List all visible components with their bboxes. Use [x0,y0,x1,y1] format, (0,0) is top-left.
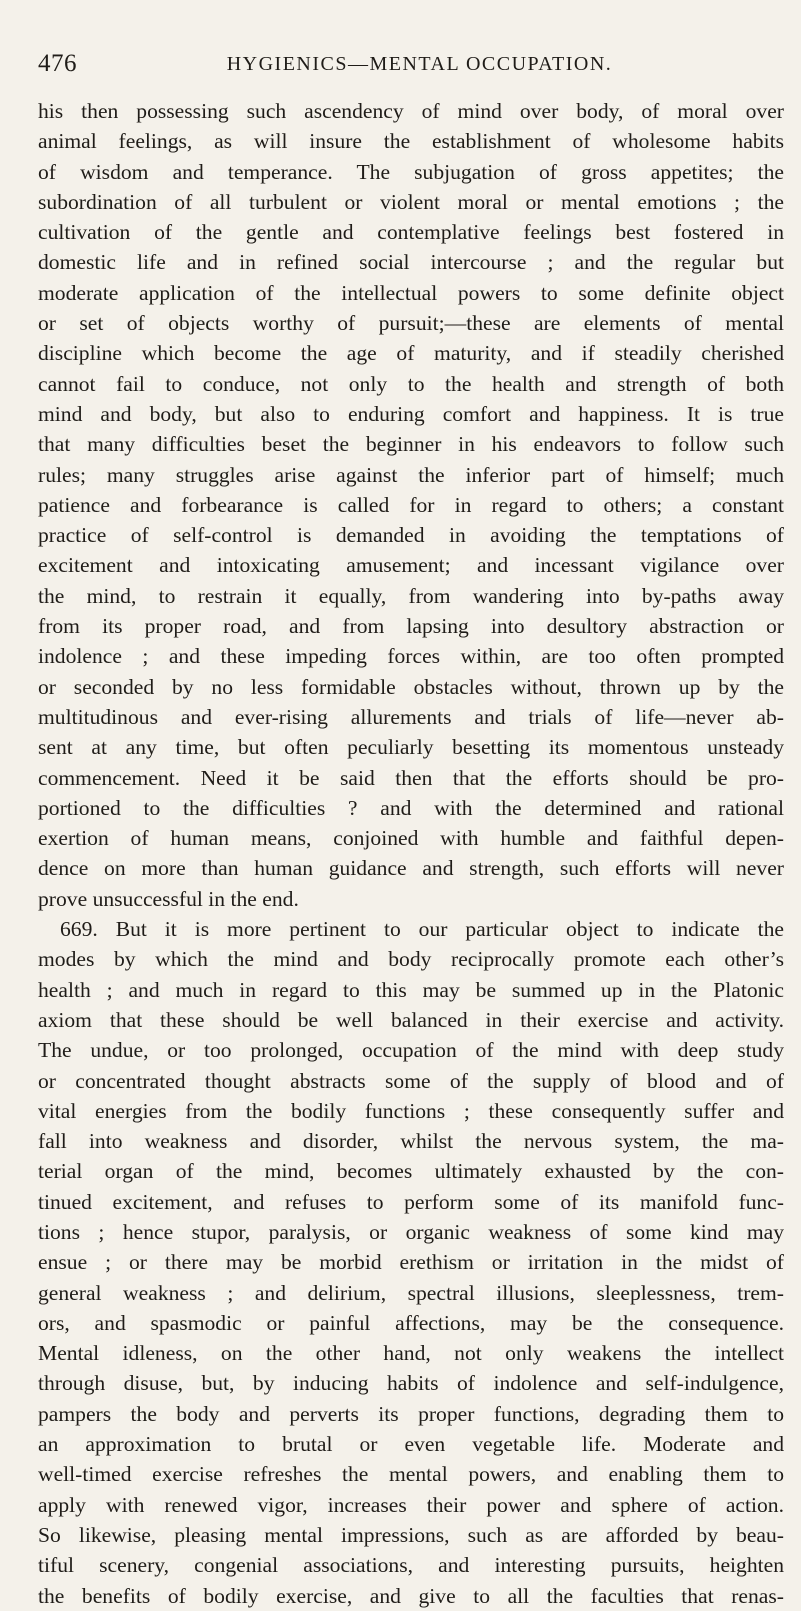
text-line: tiful scenery, congenial associations, and interesting pursuits, heighten [38,1553,784,1578]
text-line: cultivation of the gentle and contemplative feelings best fostered in [38,220,784,245]
text-line: 669. But it is more pertinent to our particular object to indicate the [60,917,784,942]
text-line: health ; and much in regard to this may be summed up in the Platonic [38,977,784,1002]
text-line: vital energies from the bodily functions ; these consequently suffer and [38,1098,784,1123]
text-line: or seconded by no less formidable obstacles without, thrown up by the [38,674,784,699]
text-line: ors, and spasmodic or painful affections, may be the consequence. [38,1310,784,1335]
text-line: commencement. Need it be said then that the efforts should be pro- [38,765,784,790]
text-line: prove unsuccessful in the end. [38,886,299,911]
text-line: general weakness ; and delirium, spectral illusions, sleeplessness, trem- [38,1280,784,1305]
text-line: multitudinous and ever-rising allurements and trials of life—never ab- [38,704,784,729]
text-line: the benefits of bodily exercise, and give to all the faculties that renas- [38,1583,784,1608]
text-line: cannot fail to conduce, not only to the health and strength of both [38,371,784,396]
text-line: apply with renewed vigor, increases their power and sphere of action. [38,1492,784,1517]
text-line: or set of objects worthy of pursuit;—these are elements of mental [38,311,784,336]
text-line: excitement and intoxicating amusement; and incessant vigilance over [38,553,784,578]
text-line: Mental idleness, on the other hand, not only weakens the intellect [38,1341,784,1366]
text-line: sent at any time, but often peculiarly besetting its momentous unsteady [38,735,784,760]
text-line: well-timed exercise refreshes the mental powers, and enabling them to [38,1462,784,1487]
running-head: HYGIENICS—MENTAL OCCUPATION. [226,53,613,75]
text-line: So likewise, pleasing mental impressions, such as are afforded by beau- [38,1522,784,1547]
text-line: rules; many struggles arise against the inferior part of himself; much [38,462,784,487]
paragraph-hygiene-discipline [38,96,784,914]
text-line: practice of self-control is demanded in avoiding the temptations of [38,523,784,548]
text-line: exertion of human means, conjoined with humble and faithful depen- [38,826,784,851]
text-line: dence on more than human guidance and strength, such efforts will never [38,856,784,881]
page-number: 476 [38,50,77,77]
text-line: terial organ of the mind, becomes ultimately exhausted by the con- [38,1159,784,1184]
text-line: or concentrated thought abstracts some of the supply of blood and of [38,1068,784,1093]
text-line: modes by which the mind and body reciprocally promote each other’s [38,947,784,972]
text-line: that many difficulties beset the beginner in his endeavors to follow such [38,432,784,457]
text-line: fall into weakness and disorder, whilst the nervous system, the ma- [38,1129,784,1154]
text-line: portioned to the difficulties ? and with the determined and rational [38,795,784,820]
text-line: pampers the body and perverts its proper functions, degrading them to [38,1401,784,1426]
text-line: from its proper road, and from lapsing into desultory abstraction or [38,614,784,639]
text-line: indolence ; and these impeding forces within, are too often prompted [38,644,784,669]
page-header [38,50,781,84]
text-line: subordination of all turbulent or violent moral or mental emotions ; the [38,189,784,214]
text-line: tions ; hence stupor, paralysis, or organic weakness of some kind may [38,1219,784,1244]
text-line: The undue, or too prolonged, occupation of the mind with deep study [38,1038,784,1063]
text-line: an approximation to brutal or even vegetable life. Moderate and [38,1432,784,1457]
text-line: axiom that these should be well balanced in their exercise and activity. [38,1007,784,1032]
text-line: the mind, to restrain it equally, from wandering into by-paths away [38,583,784,608]
text-line: mind and body, but also to enduring comfort and happiness. It is true [38,401,784,426]
text-line: domestic life and in refined social intercourse ; and the regular but [38,250,784,275]
text-line: through disuse, but, by inducing habits of indolence and self-indulgence, [38,1371,784,1396]
text-line: discipline which become the age of maturity, and if steadily cherished [38,341,784,366]
text-line: tinued excitement, and refuses to perform some of its manifold func- [38,1189,784,1214]
text-line: patience and forbearance is called for in regard to others; a constant [38,492,784,517]
paragraph-669 [38,914,784,1611]
text-line: his then possessing such ascendency of mind over body, of moral over [38,99,784,123]
text-line: moderate application of the intellectual powers to some definite object [38,280,784,305]
text-line: of wisdom and temperance. The subjugation of gross appetites; the [38,159,784,184]
text-line: ensue ; or there may be morbid erethism or irritation in the midst of [38,1250,784,1275]
page-body [38,96,784,1611]
text-line: animal feelings, as will insure the establishment of wholesome habits [38,129,784,154]
